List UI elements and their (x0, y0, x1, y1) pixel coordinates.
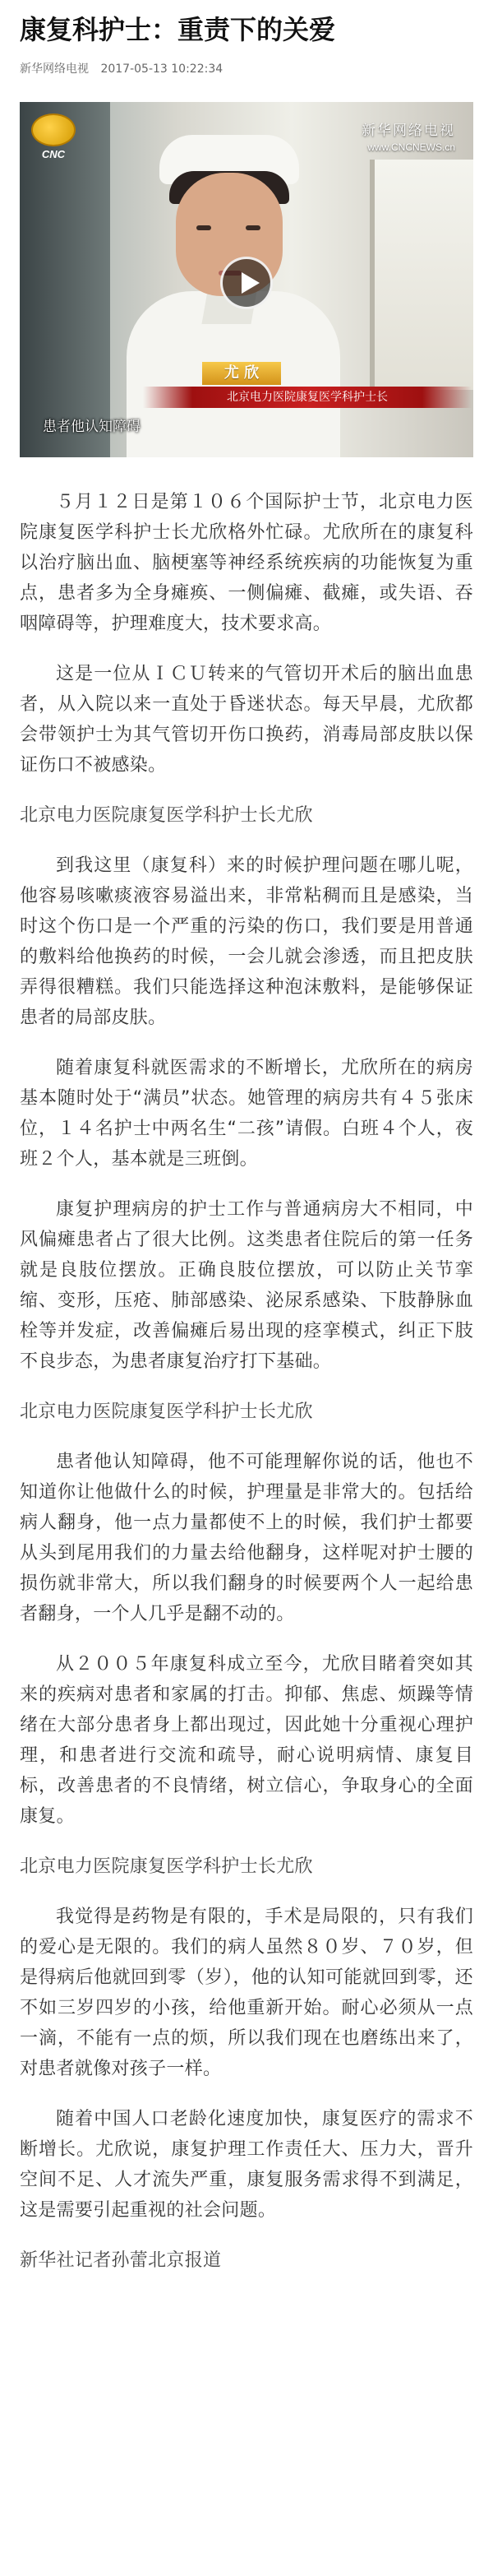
article-paragraph: ５月１２日是第１０６个国际护士节，北京电力医院康复医学科护士长尤欣格外忙碌。尤欣所在的康复科以治疗脑出血、脑梗塞等神经系统疾病的功能恢复为重点，患者多为全身瘫痪、一侧偏瘫、截瘫，或失语、吞咽障碍等，护理难度大，技术要求高。 (20, 492, 473, 634)
article-paragraph: 从２００５年康复科成立至今，尤欣目睹着突如其来的疾病对患者和家属的打击。抑郁、焦虑、烦躁等情绪在大部分患者身上都出现过，因此她十分重视心理护理，和患者进行交流和疏导，耐心说明病情、康复目标，改善患者的不良情绪，树立信心，争取身心的全面康复。 (20, 1654, 473, 1827)
play-icon (242, 272, 260, 294)
article-datetime: 2017-05-13 10:22:34 (100, 63, 223, 76)
video-subtitle: 患者他认知障碍 (43, 419, 141, 435)
article-header (0, 0, 493, 77)
article-title: 康复科护士：重责下的关爱 (20, 14, 336, 45)
cnc-logo-text: CNC (41, 148, 66, 160)
speaker-title: 北京电力医院康复医学科护士长 (143, 387, 472, 408)
article-paragraph: 到我这里（康复科）来的时候护理问题在哪儿呢，他容易咳嗽痰液容易溢出来，非常粘稠而且是感染，当时这个伤口是一个严重的污染的伤口，我们要是用普通的敷料给他换药的时候，一会儿就会渗透，而且把皮肤弄得很糟糕。我们只能选择这种泡沫敷料，是能够保证患者的局部皮肤。 (20, 855, 473, 1028)
speaker-eye-left (196, 225, 211, 230)
globe-icon (31, 114, 76, 146)
video-player[interactable] (20, 102, 473, 457)
reporter-byline: 新华社记者孙蕾北京报道 (20, 2250, 222, 2271)
article-body (0, 457, 493, 2276)
channel-url: www.CNCNEWS.cn (367, 141, 455, 153)
article-meta (20, 61, 473, 77)
article-paragraph: 随着中国人口老龄化速度加快，康复医疗的需求不断增长。尤欣说，康复护理工作责任大、压力大，晋升空间不足、人才流失严重，康复服务需求得不到满足，这是需要引起重视的社会问题。 (20, 2109, 473, 2221)
article-paragraph: 患者他认知障碍，他不可能理解你说的话，他也不知道你让他做什么的时候，护理量是非常大的。包括给病人翻身，他一点力量都使不上的时候，我们护士都要从头到尾用我们的力量去给他翻身，这样呢对护士腰的损伤就非常大，所以我们翻身的时候要两个人一起给患者翻身，一个人几乎是翻不动的。 (20, 1452, 473, 1624)
speaker-caption: 北京电力医院康复医学科护士长尤欣 (20, 805, 313, 826)
speaker-lower-third (143, 362, 472, 410)
speaker-caption: 北京电力医院康复医学科护士长尤欣 (20, 1856, 313, 1877)
speaker-caption: 北京电力医院康复医学科护士长尤欣 (20, 1402, 313, 1422)
article-paragraph: 康复护理病房的护士工作与普通病房大不相同，中风偏瘫患者占了很大比例。这类患者住院后的第一任务就是良肢位摆放。正确良肢位摆放，可以防止关节挛缩、变形，压疮、肺部感染、泌尿系感染、下肢静脉血栓等并发症，改善偏瘫后易出现的痉挛模式，纠正下肢不良步态，为患者康复治疗打下基础。 (20, 1199, 473, 1372)
speaker-eye-right (246, 225, 260, 230)
article-paragraph: 我觉得是药物是有限的，手术是局限的，只有我们的爱心是无限的。我们的病人虽然８０岁、７０岁，但是得病后他就回到零（岁），他的认知可能就回到零，还不如三岁四岁的小孩，给他重新开始。耐心必须从一点一滴，不能有一点的烦，所以我们现在也磨练出来了，对患者就像对孩子一样。 (20, 1907, 473, 2079)
play-button[interactable] (220, 257, 273, 309)
channel-watermark (362, 118, 455, 153)
article-paragraph: 随着康复科就医需求的不断增长，尤欣所在的病房基本随时处于“满员”状态。她管理的病房共有４５张床位，１４名护士中两名生“二孩”请假。白班４个人，夜班２个人，基本就是三班倒。 (20, 1058, 473, 1170)
video-background-window (370, 160, 473, 390)
cnc-logo (31, 114, 76, 161)
article-source: 新华网络电视 (20, 63, 89, 76)
channel-name: 新华网络电视 (362, 123, 455, 139)
speaker-name: 尤 欣 (202, 362, 281, 385)
article-paragraph: 这是一位从ＩＣＵ转来的气管切开术后的脑出血患者，从入院以来一直处于昏迷状态。每天早晨，尤欣都会带领护士为其气管切开伤口换药，消毒局部皮肤以保证伤口不被感染。 (20, 664, 473, 776)
